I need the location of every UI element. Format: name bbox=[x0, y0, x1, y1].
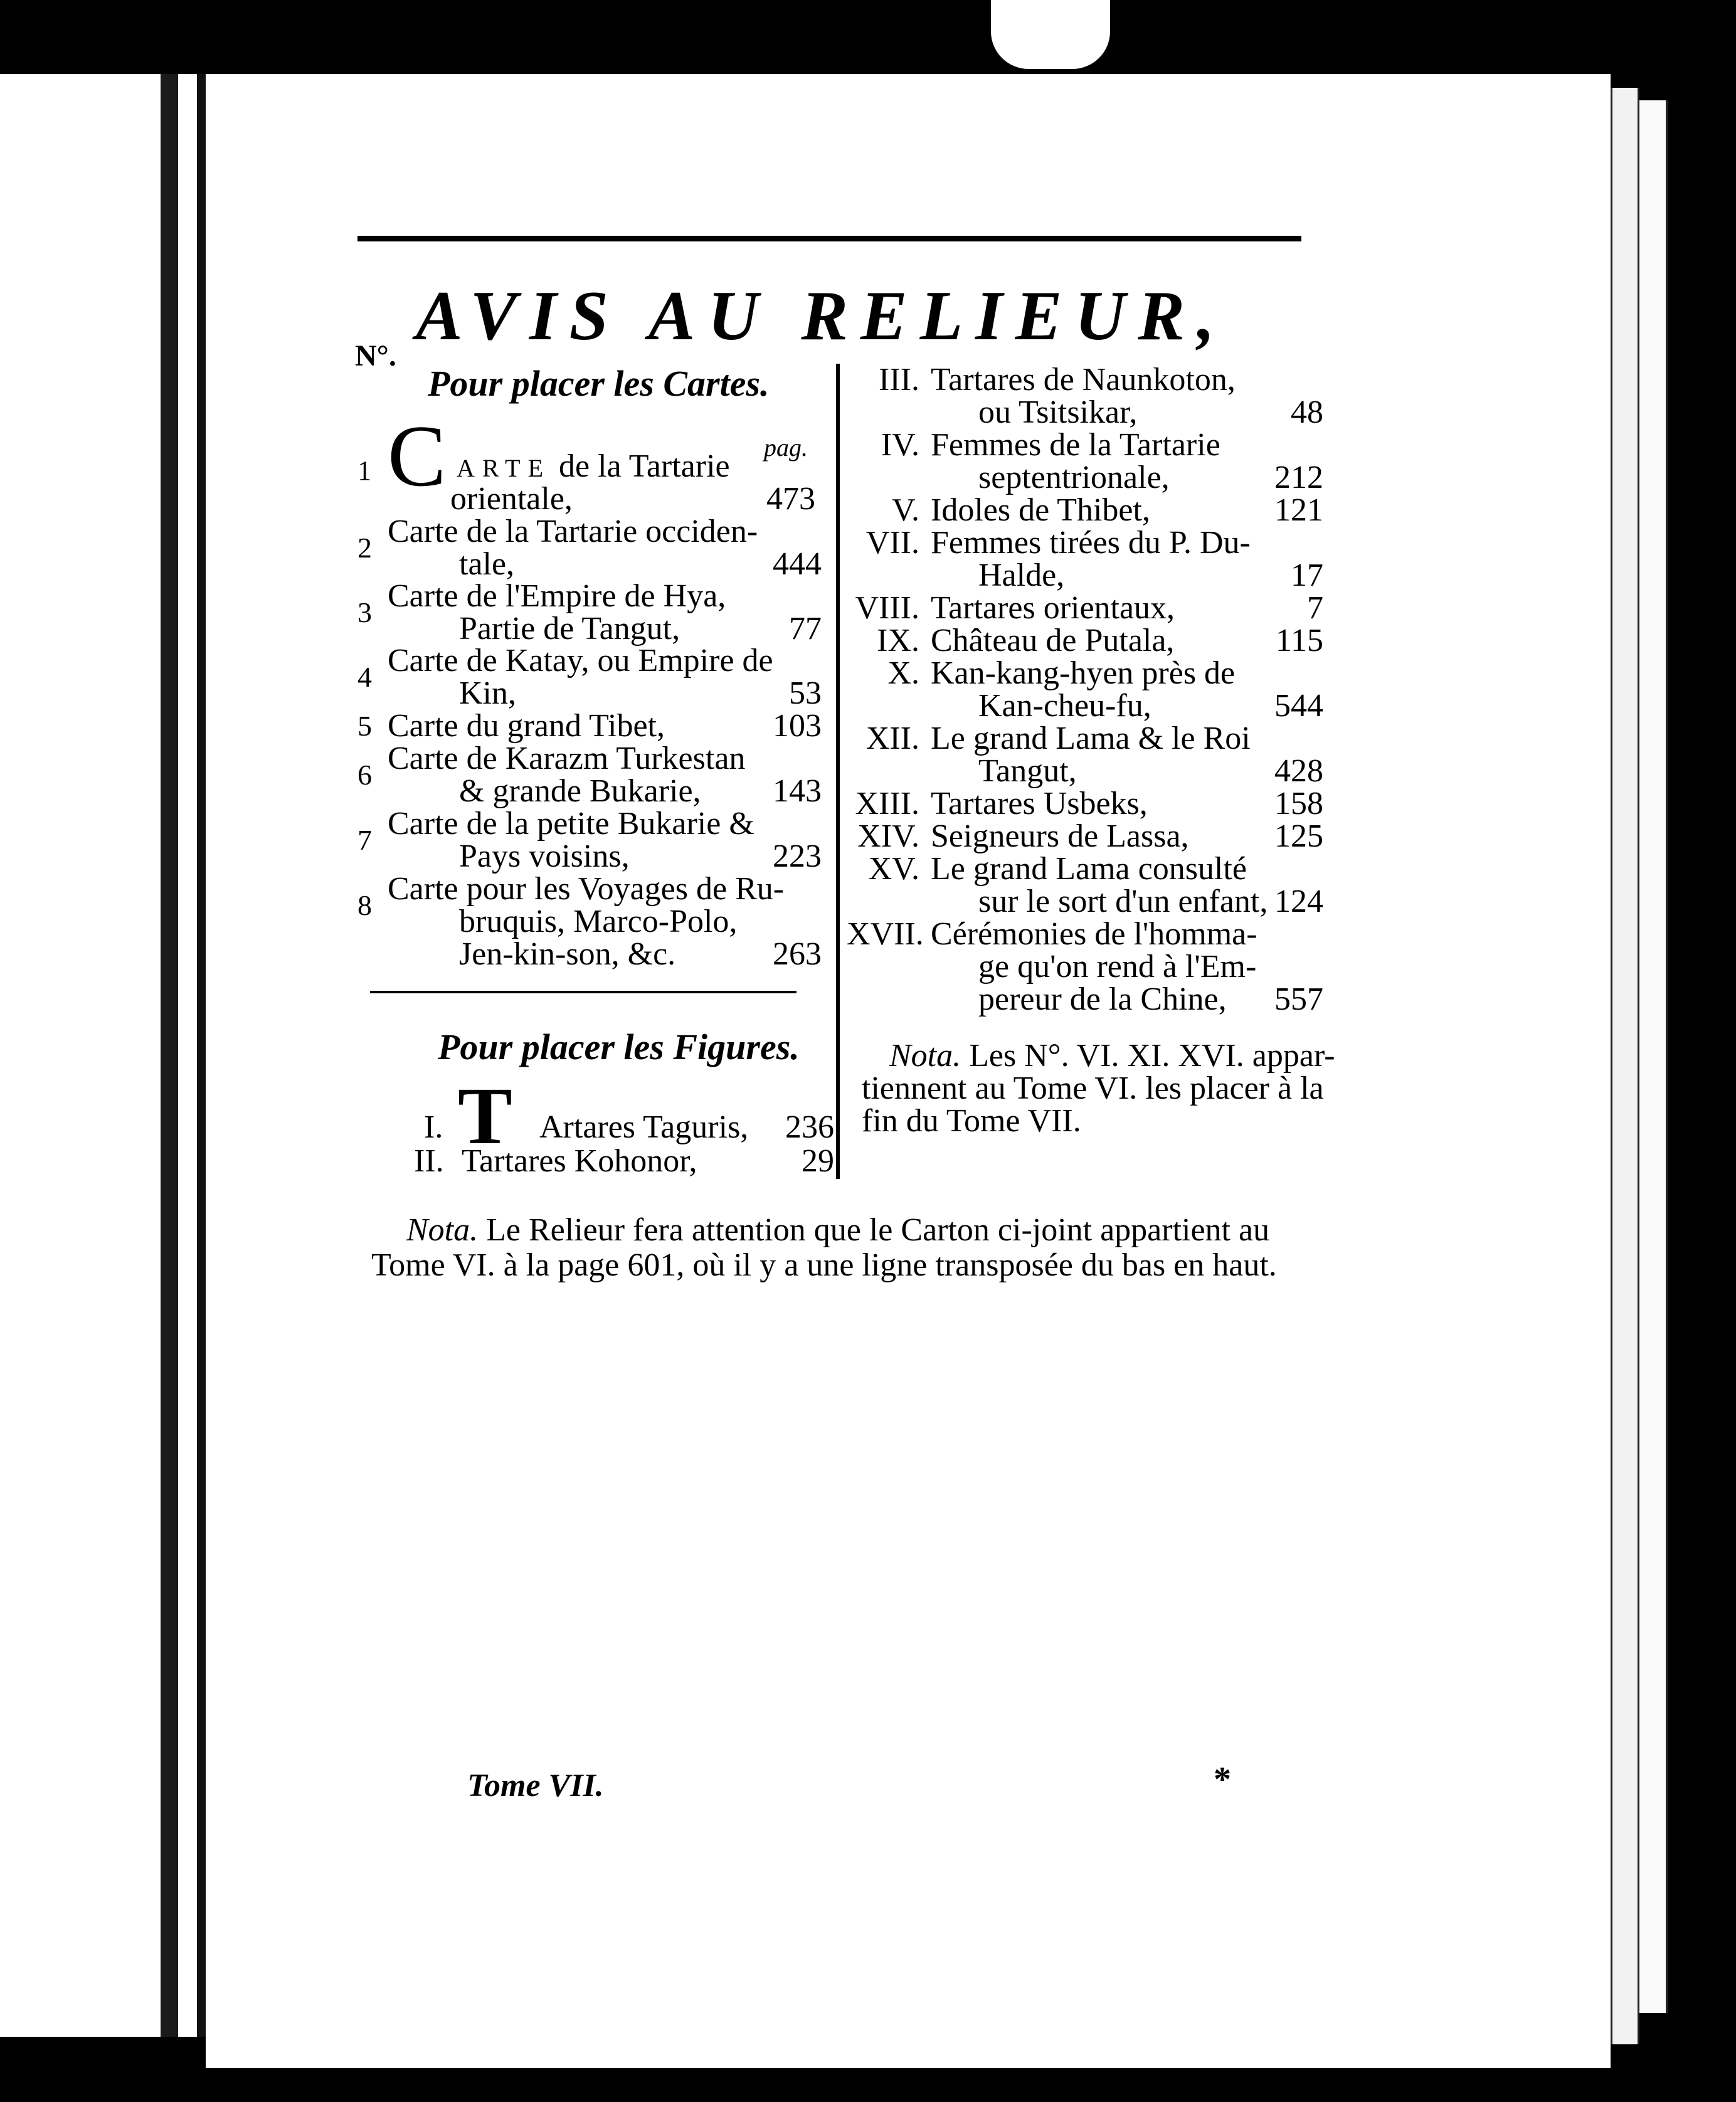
nota-label: Nota. bbox=[889, 1038, 961, 1074]
figure-title-line: Tartares orientaux, bbox=[931, 590, 1175, 626]
pag-label: pag. bbox=[764, 433, 808, 462]
figure-title-line: Château de Putala, bbox=[931, 623, 1175, 658]
carte-number: 2 bbox=[357, 532, 372, 564]
carte-number: 1 bbox=[357, 455, 371, 486]
carte-title-line: Carte du grand Tibet, bbox=[388, 708, 665, 744]
figure-page: 17 bbox=[1291, 557, 1323, 593]
figure-title-line: ge qu'on rend à l'Em- bbox=[978, 949, 1257, 985]
carte-number: 8 bbox=[357, 889, 372, 921]
carte-page: 263 bbox=[773, 936, 822, 972]
figure-page: 212 bbox=[1274, 460, 1323, 495]
gutter-shadow bbox=[161, 74, 178, 2037]
figure-title-line: Cérémonies de l'homma- bbox=[931, 916, 1257, 952]
carte-title-line: Carte de l'Empire de Hya, bbox=[388, 578, 726, 614]
page-edge-front bbox=[1611, 88, 1639, 2044]
carte-title-line: Carte de Karazm Turkestan bbox=[388, 741, 746, 776]
figure-number: X. bbox=[887, 655, 919, 691]
figure-number: IV. bbox=[881, 427, 919, 463]
drop-cap-t: T bbox=[458, 1071, 512, 1161]
carte-number: 3 bbox=[357, 596, 372, 628]
carte-title-line: Jen-kin-son, &c. bbox=[459, 936, 676, 972]
nota-bottom-line2: Tome VI. à la page 601, où il y a une ligne transposée du bas en haut. bbox=[371, 1247, 1277, 1283]
figure-title-line: sur le sort d'un enfant, bbox=[978, 884, 1268, 919]
facing-page bbox=[0, 74, 161, 2037]
carte-title-line: Carte pour les Voyages de Ru- bbox=[388, 871, 785, 907]
figure-page: 544 bbox=[1274, 688, 1323, 724]
top-rule bbox=[357, 236, 1301, 241]
figure-title-line: Femmes de la Tartarie bbox=[931, 427, 1220, 463]
figure-page: 48 bbox=[1291, 394, 1323, 430]
figure-title-line: Le grand Lama consulté bbox=[931, 851, 1247, 887]
clip-mark bbox=[991, 0, 1110, 69]
figures-heading: Pour placer les Figures. bbox=[438, 1027, 800, 1067]
carte-title-line: Carte de la Tartarie occiden- bbox=[388, 514, 758, 549]
column-divider bbox=[836, 364, 840, 1179]
carte-number: 7 bbox=[357, 824, 372, 856]
figure-number: XIV. bbox=[857, 818, 919, 854]
signature-mark: * bbox=[1214, 1760, 1231, 1799]
figure-number: IX. bbox=[877, 623, 919, 658]
figure-2-text: Tartares Kohonor, bbox=[462, 1143, 697, 1179]
figure-title-line: septentrionale, bbox=[978, 460, 1170, 495]
nota-right-line3: fin du Tome VII. bbox=[862, 1103, 1081, 1139]
carte-number: 5 bbox=[357, 710, 372, 742]
carte-page: 223 bbox=[773, 838, 822, 874]
figure-number: XV. bbox=[868, 851, 919, 887]
figure-title-line: Tangut, bbox=[978, 753, 1077, 789]
figure-page: 121 bbox=[1274, 492, 1323, 528]
figure-page: 124 bbox=[1274, 884, 1323, 919]
figure-title-line: Tartares de Naunkoton, bbox=[931, 362, 1236, 398]
carte-page: 53 bbox=[789, 675, 822, 711]
carte-page: 444 bbox=[773, 546, 822, 582]
figure-page: 158 bbox=[1274, 786, 1323, 821]
carte-1-line1 bbox=[457, 450, 730, 485]
figure-title-line: Kan-kang-hyen près de bbox=[931, 655, 1236, 691]
gutter-shadow-inner bbox=[197, 74, 206, 2037]
figure-number: XII. bbox=[865, 721, 919, 756]
nota-label: Nota. bbox=[406, 1212, 479, 1248]
figure-page: 557 bbox=[1274, 981, 1323, 1017]
carte-title-line: Carte de Katay, ou Empire de bbox=[388, 643, 773, 679]
figure-2-page: 29 bbox=[802, 1143, 834, 1179]
figure-title-line: pereur de la Chine, bbox=[978, 981, 1227, 1017]
nota-bottom-line1 bbox=[406, 1212, 1269, 1249]
figure-title-line: ou Tsitsikar, bbox=[978, 394, 1138, 430]
cartes-heading: Pour placer les Cartes. bbox=[428, 363, 770, 404]
figure-number: XVII. bbox=[847, 916, 924, 952]
gutter-strip bbox=[178, 74, 197, 2037]
nota-bottom-text1: Le Relieur fera attention que le Carton ci-joint appartient au bbox=[486, 1212, 1270, 1248]
carte-title-line: Kin, bbox=[459, 675, 516, 711]
carte-title-line: Carte de la petite Bukarie & bbox=[388, 806, 754, 842]
figure-number: V. bbox=[892, 492, 919, 528]
carte-page: 103 bbox=[773, 708, 822, 744]
carte-1-line2: orientale, bbox=[450, 481, 573, 517]
figure-number: VII. bbox=[865, 525, 919, 561]
figure-title-line: Le grand Lama & le Roi bbox=[931, 721, 1251, 756]
drop-cap-c: C bbox=[388, 408, 447, 505]
nota-right-line1 bbox=[889, 1040, 1335, 1072]
figure-1-page: 236 bbox=[785, 1109, 834, 1145]
figure-number: VIII. bbox=[855, 590, 919, 626]
nota-right-line2: tiennent au Tome VI. les placer à la bbox=[862, 1070, 1324, 1106]
figure-page: 125 bbox=[1274, 818, 1323, 854]
figure-title-line: Halde, bbox=[978, 557, 1065, 593]
carte-title-line: tale, bbox=[459, 546, 515, 582]
figure-title-line: Seigneurs de Lassa, bbox=[931, 818, 1189, 854]
figure-title-line: Idoles de Thibet, bbox=[931, 492, 1150, 528]
figure-title-line: Femmes tirées du P. Du- bbox=[931, 525, 1251, 561]
carte-title-line: Pays voisins, bbox=[459, 838, 630, 874]
figure-number: II. bbox=[414, 1143, 444, 1179]
page-title: AVIS AU RELIEUR, bbox=[415, 277, 1228, 355]
carte-title-line: Partie de Tangut, bbox=[459, 611, 680, 647]
carte-1-text: de la Tartarie bbox=[559, 448, 730, 484]
number-label: N°. bbox=[355, 339, 396, 372]
section-rule bbox=[370, 991, 797, 993]
carte-title-line: bruquis, Marco-Polo, bbox=[459, 904, 738, 939]
figure-page: 7 bbox=[1307, 590, 1323, 626]
tome-signature: Tome VII. bbox=[467, 1768, 604, 1804]
figure-title-line: Kan-cheu-fu, bbox=[978, 688, 1151, 724]
figure-1-text: Artares Taguris, bbox=[539, 1109, 749, 1145]
carte-page: 143 bbox=[773, 773, 822, 809]
figure-page: 115 bbox=[1275, 623, 1323, 658]
carte-title-line: & grande Bukarie, bbox=[459, 773, 701, 809]
figure-number: III. bbox=[879, 362, 919, 398]
figure-page: 428 bbox=[1274, 753, 1323, 789]
nota-right-text1: Les N°. VI. XI. XVI. appar- bbox=[969, 1038, 1335, 1074]
carte-number: 4 bbox=[357, 661, 372, 693]
figure-number: I. bbox=[424, 1109, 443, 1145]
figure-title-line: Tartares Usbeks, bbox=[931, 786, 1148, 821]
figure-number: XIII. bbox=[855, 786, 919, 821]
carte-page: 77 bbox=[789, 611, 822, 647]
carte-number: 6 bbox=[357, 759, 372, 791]
carte-1-smallcaps: ARTE bbox=[457, 454, 551, 482]
carte-1-page: 473 bbox=[766, 481, 815, 517]
page-edge-back bbox=[1638, 100, 1668, 2013]
